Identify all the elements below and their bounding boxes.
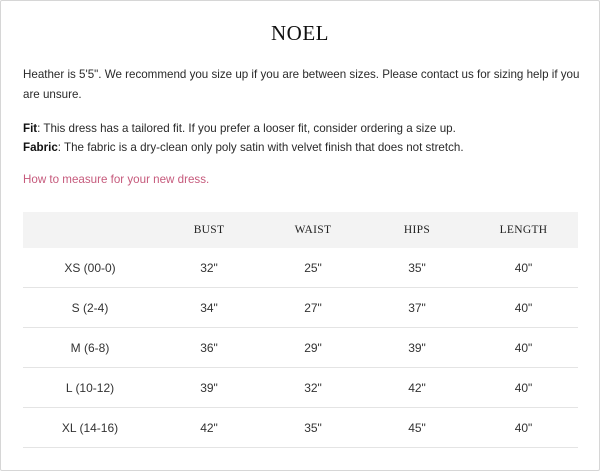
table-header-row: [23, 212, 578, 248]
bust-cell: 42": [157, 408, 261, 448]
length-cell: 40": [469, 248, 578, 288]
size-chart-table: [23, 212, 578, 448]
hips-cell: 39": [365, 328, 469, 368]
table-row: [23, 248, 578, 288]
product-title: NOEL: [271, 21, 329, 45]
table-row: [23, 288, 578, 328]
column-header-bust: BUST: [193, 224, 225, 236]
table-row: [23, 408, 578, 448]
table-row: [23, 368, 578, 408]
bust-cell: 34": [157, 288, 261, 328]
waist-cell: 35": [261, 408, 365, 448]
fit-label: Fit: [23, 122, 38, 135]
fit-text: : This dress has a tailored fit. If you prefer a looser fit, consider ordering a size up.: [37, 122, 456, 135]
column-header-waist: WAIST: [294, 224, 332, 236]
bust-cell: 32": [157, 248, 261, 288]
length-cell: 40": [469, 328, 578, 368]
length-cell: 40": [469, 288, 578, 328]
size-cell: XS (00-0): [23, 248, 157, 288]
bust-cell: 39": [157, 368, 261, 408]
waist-cell: 32": [261, 368, 365, 408]
waist-cell: 25": [261, 248, 365, 288]
model-size-note: Heather is 5'5". We recommend you size up if you are between sizes. Please contact us for sizing help if you are unsure.: [23, 68, 580, 101]
fabric-text: : The fabric is a dry-clean only poly satin with velvet finish that does not stretch.: [57, 141, 464, 154]
fabric-label: Fabric: [23, 141, 58, 154]
hips-cell: 42": [365, 368, 469, 408]
hips-cell: 45": [365, 408, 469, 448]
column-header-hips: HIPS: [403, 224, 431, 236]
bust-cell: 36": [157, 328, 261, 368]
column-header-size: [23, 212, 157, 248]
size-cell: L (10-12): [23, 368, 157, 408]
how-to-measure-link[interactable]: How to measure for your new dress.: [23, 173, 210, 186]
fit-note: [23, 119, 583, 139]
size-cell: S (2-4): [23, 288, 157, 328]
size-cell: XL (14-16): [23, 408, 157, 448]
waist-cell: 29": [261, 328, 365, 368]
fabric-note: [23, 138, 583, 158]
length-cell: 40": [469, 408, 578, 448]
table-row: [23, 328, 578, 368]
hips-cell: 35": [365, 248, 469, 288]
column-header-length: LENGTH: [499, 224, 548, 236]
hips-cell: 37": [365, 288, 469, 328]
size-cell: M (6-8): [23, 328, 157, 368]
waist-cell: 27": [261, 288, 365, 328]
length-cell: 40": [469, 368, 578, 408]
